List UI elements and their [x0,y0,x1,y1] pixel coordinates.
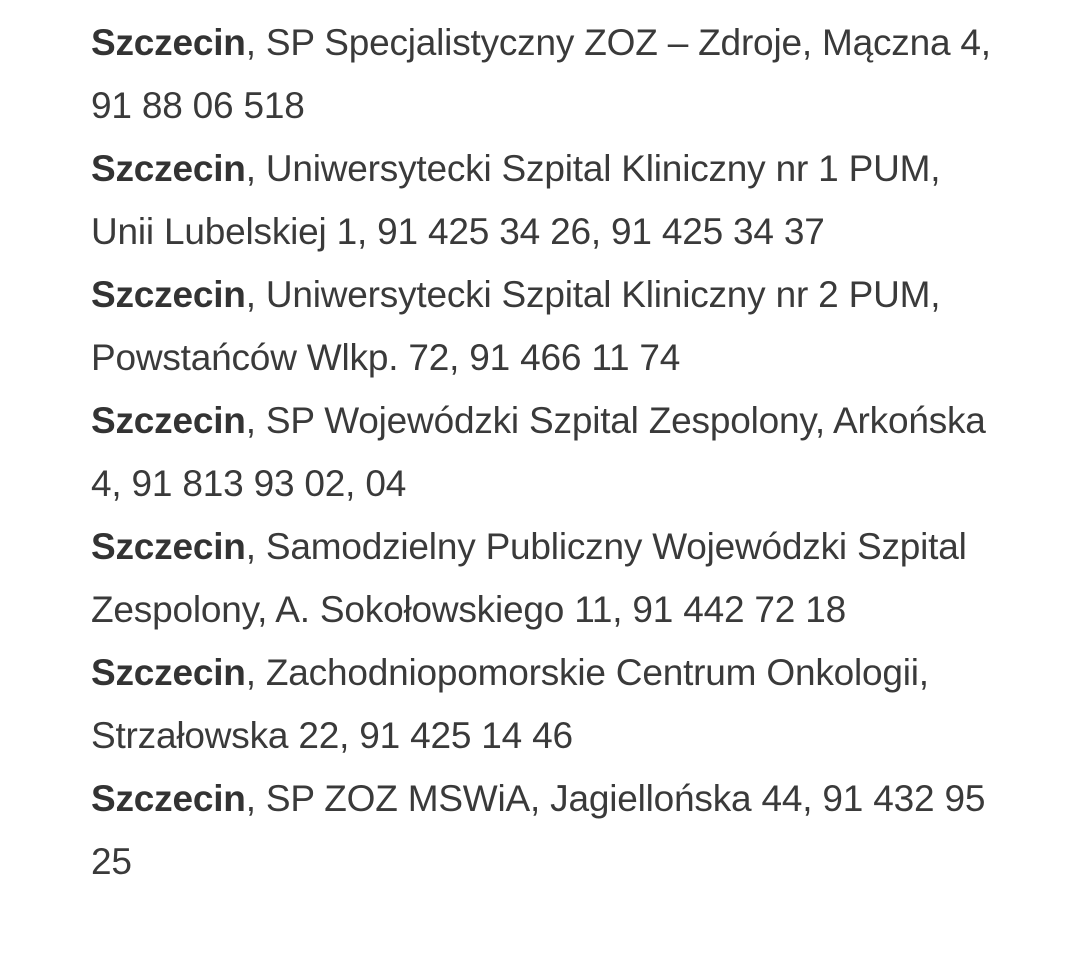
entry-details: , SP ZOZ MSWiA, Jagiellońska 44, 91 432 95 25 [91,778,986,882]
list-item [91,641,996,767]
city-name: Szczecin [91,22,246,63]
list-item [91,137,996,263]
city-name: Szczecin [91,526,246,567]
list-item [91,263,996,389]
entry-details: , Uniwersytecki Szpital Kliniczny nr 2 PUM, Powstańców Wlkp. 72, 91 466 11 74 [91,274,941,378]
list-item [91,767,996,893]
entry-details: , Uniwersytecki Szpital Kliniczny nr 1 PUM, Unii Lubelskiej 1, 91 425 34 26, 91 425 34 37 [91,148,941,252]
city-name: Szczecin [91,274,246,315]
city-name: Szczecin [91,148,246,189]
list-item [91,515,996,641]
list-item [91,389,996,515]
entry-details: , SP Specjalistyczny ZOZ – Zdroje, Mączna 4, 91 88 06 518 [91,22,991,126]
entry-details: , Samodzielny Publiczny Wojewódzki Szpital Zespolony, A. Sokołowskiego 11, 91 442 72 18 [91,526,967,630]
city-name: Szczecin [91,652,246,693]
city-name: Szczecin [91,778,246,819]
entry-details: , Zachodniopomorskie Centrum Onkologii, Strzałowska 22, 91 425 14 46 [91,652,929,756]
city-name: Szczecin [91,400,246,441]
list-item [91,11,996,137]
entry-details: , SP Wojewódzki Szpital Zespolony, Arkońska 4, 91 813 93 02, 04 [91,400,986,504]
hospital-list [91,11,996,893]
